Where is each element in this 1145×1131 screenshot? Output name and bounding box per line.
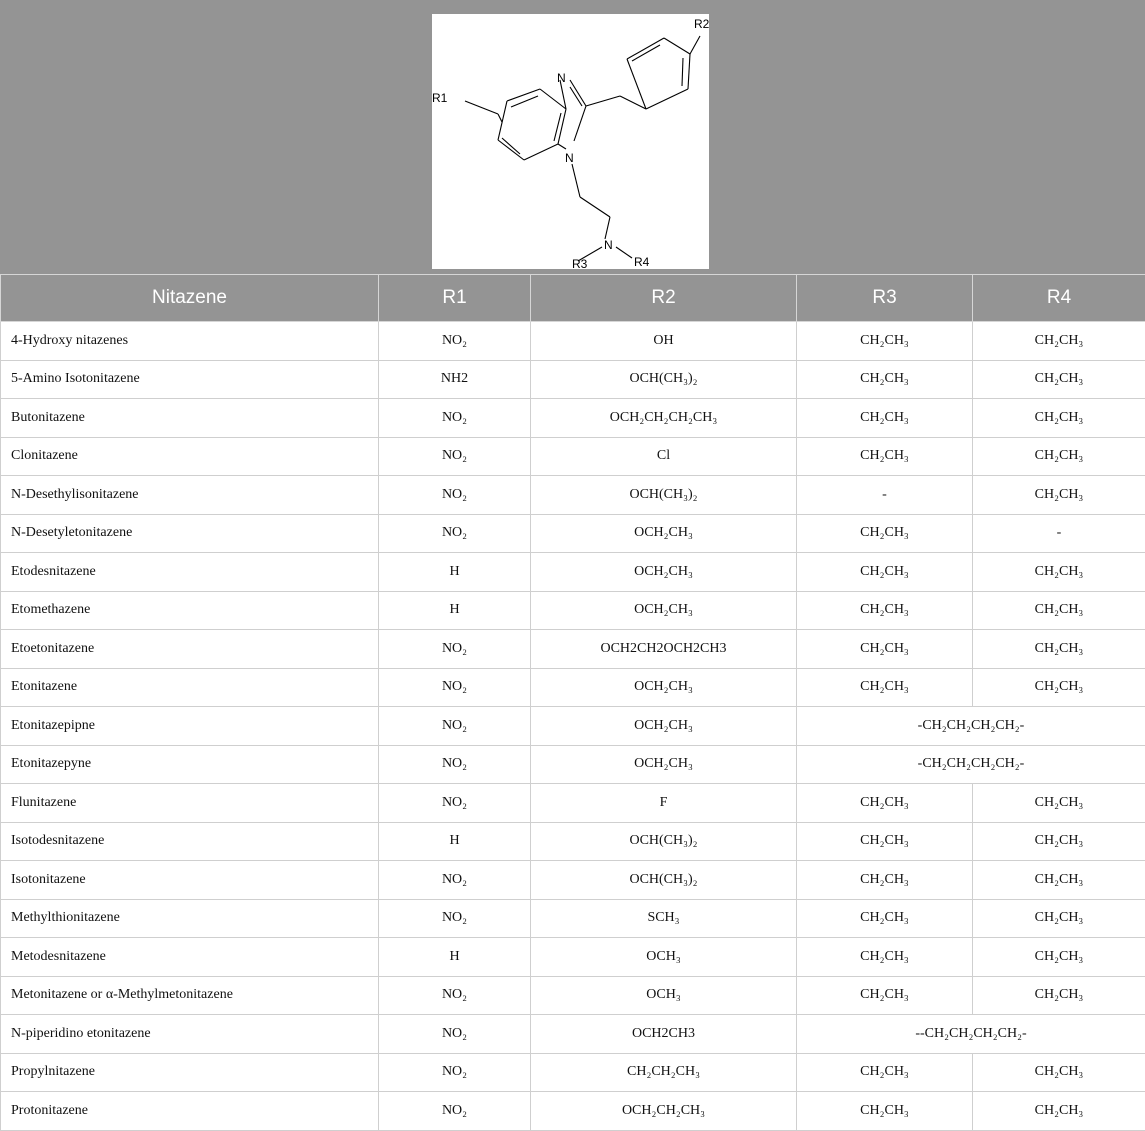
cell-r3-r4-merged: --CH₂CH₂CH₂CH₂- bbox=[797, 1015, 1145, 1054]
cell-r4: CH₂CH₃ bbox=[973, 437, 1145, 476]
cell-r2: OCH(CH₃)₂ bbox=[531, 476, 797, 515]
nitazene-core-structure bbox=[432, 14, 709, 269]
cell-name: 4-Hydroxy nitazenes bbox=[1, 322, 379, 361]
table-row bbox=[1, 322, 1145, 361]
cell-r2: OCH2CH2OCH2CH3 bbox=[531, 630, 797, 669]
cell-r1: H bbox=[379, 822, 531, 861]
molecule-drawing bbox=[432, 14, 709, 269]
cell-name: Propylnitazene bbox=[1, 1053, 379, 1092]
cell-r1: NO₂ bbox=[379, 1015, 531, 1054]
table-row bbox=[1, 399, 1145, 438]
cell-r3: CH₂CH₃ bbox=[797, 784, 973, 823]
cell-r4: CH₂CH₃ bbox=[973, 399, 1145, 438]
cell-r3: CH₂CH₃ bbox=[797, 437, 973, 476]
cell-r2: OH bbox=[531, 322, 797, 361]
table-row bbox=[1, 630, 1145, 669]
cell-r2: OCH₂CH₂CH₂CH₃ bbox=[531, 399, 797, 438]
cell-r2: OCH(CH₃)₂ bbox=[531, 360, 797, 399]
cell-r2: CH₂CH₂CH₃ bbox=[531, 1053, 797, 1092]
table-row bbox=[1, 591, 1145, 630]
cell-r3: CH₂CH₃ bbox=[797, 360, 973, 399]
cell-r4: CH₂CH₃ bbox=[973, 668, 1145, 707]
table-row bbox=[1, 1015, 1145, 1054]
cell-name: Etonitazepyne bbox=[1, 745, 379, 784]
header-r3: R3 bbox=[797, 275, 973, 322]
cell-r2: OCH₃ bbox=[531, 938, 797, 977]
cell-r3-r4-merged: -CH₂CH₂CH₂CH₂- bbox=[797, 745, 1145, 784]
ring-nitrogen-label: N bbox=[565, 151, 574, 165]
cell-r2: OCH₂CH₃ bbox=[531, 553, 797, 592]
cell-r1: NO₂ bbox=[379, 476, 531, 515]
header-row bbox=[1, 275, 1145, 322]
cell-name: Etonitazene bbox=[1, 668, 379, 707]
cell-name: Butonitazene bbox=[1, 399, 379, 438]
cell-r1: NO₂ bbox=[379, 899, 531, 938]
ring-nitrogen-label: N bbox=[557, 71, 566, 85]
cell-r1: NO₂ bbox=[379, 437, 531, 476]
cell-r4: CH₂CH₃ bbox=[973, 553, 1145, 592]
table-row bbox=[1, 1053, 1145, 1092]
table-row bbox=[1, 514, 1145, 553]
table-row bbox=[1, 899, 1145, 938]
cell-r4: CH₂CH₃ bbox=[973, 938, 1145, 977]
cell-name: N-piperidino etonitazene bbox=[1, 1015, 379, 1054]
cell-r1: NO₂ bbox=[379, 784, 531, 823]
header-r1: R1 bbox=[379, 275, 531, 322]
cell-r1: H bbox=[379, 938, 531, 977]
structure-banner bbox=[0, 0, 1145, 274]
cell-r1: NO₂ bbox=[379, 322, 531, 361]
cell-r2: OCH₃ bbox=[531, 976, 797, 1015]
cell-r4: CH₂CH₃ bbox=[973, 630, 1145, 669]
cell-r1: NO₂ bbox=[379, 668, 531, 707]
table-row bbox=[1, 1092, 1145, 1131]
cell-r4: CH₂CH₃ bbox=[973, 1092, 1145, 1131]
amine-nitrogen-label: N bbox=[604, 238, 613, 252]
cell-r3-r4-merged: -CH₂CH₂CH₂CH₂- bbox=[797, 707, 1145, 746]
cell-r3: CH₂CH₃ bbox=[797, 976, 973, 1015]
cell-r1: H bbox=[379, 591, 531, 630]
cell-name: 5-Amino Isotonitazene bbox=[1, 360, 379, 399]
cell-r3: CH₂CH₃ bbox=[797, 322, 973, 361]
table-row bbox=[1, 360, 1145, 399]
cell-r3: CH₂CH₃ bbox=[797, 630, 973, 669]
table-row bbox=[1, 976, 1145, 1015]
header-nitazene: Nitazene bbox=[1, 275, 379, 322]
table-row bbox=[1, 784, 1145, 823]
cell-name: N-Desethylisonitazene bbox=[1, 476, 379, 515]
cell-r3: CH₂CH₃ bbox=[797, 822, 973, 861]
cell-name: Etonitazepipne bbox=[1, 707, 379, 746]
table-row bbox=[1, 437, 1145, 476]
table-row bbox=[1, 476, 1145, 515]
table-row bbox=[1, 707, 1145, 746]
cell-r2: OCH₂CH₃ bbox=[531, 745, 797, 784]
r3-label: R3 bbox=[572, 257, 588, 269]
cell-r1: NO₂ bbox=[379, 976, 531, 1015]
cell-r1: NO₂ bbox=[379, 399, 531, 438]
cell-name: Isotonitazene bbox=[1, 861, 379, 900]
cell-r4: CH₂CH₃ bbox=[973, 822, 1145, 861]
cell-r1: NO₂ bbox=[379, 707, 531, 746]
cell-r4: CH₂CH₃ bbox=[973, 360, 1145, 399]
table-row bbox=[1, 861, 1145, 900]
cell-r3: CH₂CH₃ bbox=[797, 553, 973, 592]
table-row bbox=[1, 553, 1145, 592]
cell-r2: Cl bbox=[531, 437, 797, 476]
cell-r4: CH₂CH₃ bbox=[973, 976, 1145, 1015]
cell-r2: OCH₂CH₃ bbox=[531, 514, 797, 553]
cell-name: Methylthionitazene bbox=[1, 899, 379, 938]
cell-r3: CH₂CH₃ bbox=[797, 1053, 973, 1092]
cell-r1: NO₂ bbox=[379, 861, 531, 900]
cell-r4: CH₂CH₃ bbox=[973, 899, 1145, 938]
cell-r2: F bbox=[531, 784, 797, 823]
cell-name: Metodesnitazene bbox=[1, 938, 379, 977]
cell-name: Protonitazene bbox=[1, 1092, 379, 1131]
cell-r1: NO₂ bbox=[379, 1053, 531, 1092]
cell-r4: CH₂CH₃ bbox=[973, 784, 1145, 823]
cell-r1: NH2 bbox=[379, 360, 531, 399]
r4-label: R4 bbox=[634, 255, 650, 269]
cell-r1: NO₂ bbox=[379, 630, 531, 669]
cell-r4: - bbox=[973, 514, 1145, 553]
header-r2: R2 bbox=[531, 275, 797, 322]
cell-name: Clonitazene bbox=[1, 437, 379, 476]
cell-r3: CH₂CH₃ bbox=[797, 591, 973, 630]
cell-r4: CH₂CH₃ bbox=[973, 591, 1145, 630]
cell-r1: NO₂ bbox=[379, 1092, 531, 1131]
cell-r2: OCH(CH₃)₂ bbox=[531, 861, 797, 900]
cell-r3: CH₂CH₃ bbox=[797, 668, 973, 707]
cell-r4: CH₂CH₃ bbox=[973, 861, 1145, 900]
cell-r3: CH₂CH₃ bbox=[797, 399, 973, 438]
cell-r1: H bbox=[379, 553, 531, 592]
cell-r3: CH₂CH₃ bbox=[797, 938, 973, 977]
cell-r4: CH₂CH₃ bbox=[973, 322, 1145, 361]
cell-name: Etomethazene bbox=[1, 591, 379, 630]
cell-r2: OCH₂CH₃ bbox=[531, 668, 797, 707]
cell-r2: OCH₂CH₃ bbox=[531, 591, 797, 630]
cell-name: Metonitazene or α-Methylmetonitazene bbox=[1, 976, 379, 1015]
header-r4: R4 bbox=[973, 275, 1145, 322]
cell-r2: OCH₂CH₂CH₃ bbox=[531, 1092, 797, 1131]
cell-r3: - bbox=[797, 476, 973, 515]
table-row bbox=[1, 745, 1145, 784]
table-row bbox=[1, 822, 1145, 861]
cell-r1: NO₂ bbox=[379, 745, 531, 784]
cell-r1: NO₂ bbox=[379, 514, 531, 553]
cell-r2: OCH2CH3 bbox=[531, 1015, 797, 1054]
cell-name: N-Desetyletonitazene bbox=[1, 514, 379, 553]
r2-label: R2 bbox=[694, 17, 709, 31]
nitazene-table bbox=[0, 274, 1145, 1131]
cell-r4: CH₂CH₃ bbox=[973, 476, 1145, 515]
cell-r3: CH₂CH₃ bbox=[797, 899, 973, 938]
cell-r2: OCH₂CH₃ bbox=[531, 707, 797, 746]
cell-r2: SCH₃ bbox=[531, 899, 797, 938]
cell-r4: CH₂CH₃ bbox=[973, 1053, 1145, 1092]
cell-r3: CH₂CH₃ bbox=[797, 514, 973, 553]
cell-name: Isotodesnitazene bbox=[1, 822, 379, 861]
cell-name: Etodesnitazene bbox=[1, 553, 379, 592]
cell-r3: CH₂CH₃ bbox=[797, 861, 973, 900]
table-row bbox=[1, 668, 1145, 707]
table-row bbox=[1, 938, 1145, 977]
cell-name: Flunitazene bbox=[1, 784, 379, 823]
r1-label: R1 bbox=[432, 91, 448, 105]
cell-name: Etoetonitazene bbox=[1, 630, 379, 669]
cell-r3: CH₂CH₃ bbox=[797, 1092, 973, 1131]
cell-r2: OCH(CH₃)₂ bbox=[531, 822, 797, 861]
